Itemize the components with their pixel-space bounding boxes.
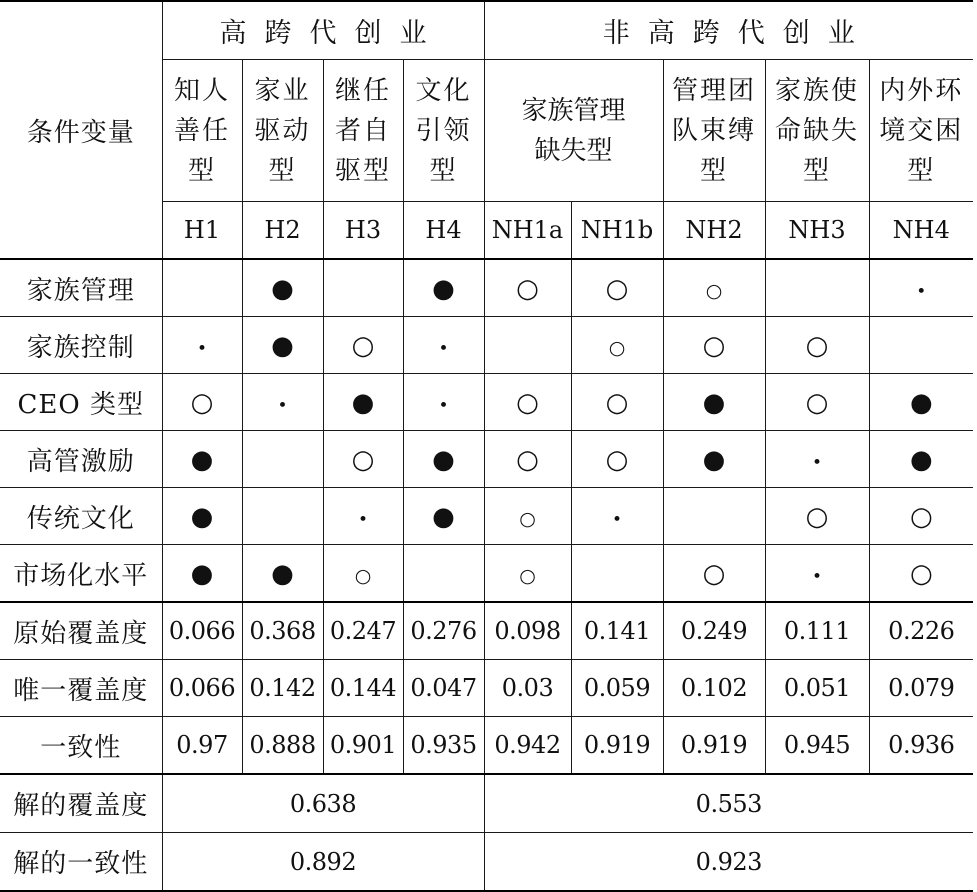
metric-value: 0.051 [765, 660, 869, 717]
condition-row [0, 431, 973, 488]
config-name-line: 继任 [334, 75, 391, 106]
config-code-h3: H3 [323, 202, 403, 260]
metric-row [0, 602, 973, 660]
condition-cell [323, 545, 403, 603]
solution-row [0, 774, 973, 833]
condition-cell [162, 431, 242, 488]
config-name-h3 [323, 60, 403, 202]
core-present-symbol: ● [432, 501, 455, 532]
metric-value: 0.079 [869, 660, 973, 717]
core-absent-symbol: ○ [516, 273, 539, 304]
solution-value-high: 0.892 [162, 833, 484, 892]
metric-label: 原始覆盖度 [0, 602, 162, 660]
peripheral-absent-symbol: ○ [519, 507, 536, 530]
solution-label: 解的覆盖度 [0, 774, 162, 833]
condition-cell [242, 317, 323, 374]
config-code-nh1a: NH1a [484, 202, 571, 260]
core-present-symbol: ● [702, 444, 726, 475]
metric-row [0, 660, 973, 717]
config-name-h1 [162, 60, 242, 202]
peripheral-present-symbol: • [438, 395, 449, 416]
peripheral-absent-symbol: ○ [608, 336, 626, 359]
config-code-h2: H2 [242, 202, 323, 260]
condition-cell [403, 431, 484, 488]
core-absent-symbol: ○ [909, 501, 933, 532]
condition-row [0, 259, 973, 317]
condition-row [0, 374, 973, 431]
condition-cell [765, 374, 869, 431]
core-absent-symbol: ○ [351, 444, 375, 475]
condition-cell [571, 317, 663, 374]
condition-cell [571, 374, 663, 431]
config-name-line: 文化 [415, 75, 472, 106]
condition-cell [869, 317, 973, 374]
config-name-line: 队束缚 [671, 115, 756, 146]
metric-value: 0.936 [869, 717, 973, 775]
condition-row [0, 545, 973, 603]
condition-cell [323, 431, 403, 488]
core-absent-symbol: ○ [605, 273, 629, 304]
metric-value: 0.066 [162, 660, 242, 717]
config-name-line: 家族管理 [521, 95, 626, 126]
config-name-nh2 [663, 60, 765, 202]
condition-cell [869, 374, 973, 431]
config-name-line: 善任 [173, 115, 230, 146]
config-name-line: 命缺失 [774, 115, 859, 146]
condition-cell [484, 317, 571, 374]
core-absent-symbol: ○ [909, 558, 933, 589]
core-present-symbol: ● [909, 387, 933, 418]
config-name-nh1 [484, 60, 663, 202]
condition-cell [869, 488, 973, 545]
condition-cell [162, 374, 242, 431]
condition-cell [869, 259, 973, 317]
condition-cell [571, 545, 663, 603]
metric-value: 0.888 [242, 717, 323, 775]
metric-value: 0.276 [403, 602, 484, 660]
metric-value: 0.098 [484, 602, 571, 660]
condition-cell [663, 317, 765, 374]
metric-value: 0.226 [869, 602, 973, 660]
config-name-line: 型 [187, 155, 216, 186]
condition-label: 市场化水平 [0, 545, 162, 603]
peripheral-present-symbol: • [811, 566, 823, 587]
config-name-line: 者自 [334, 115, 391, 146]
core-present-symbol: ● [271, 330, 294, 361]
core-absent-symbol: ○ [805, 501, 829, 532]
core-present-symbol: ● [190, 558, 214, 589]
metric-label: 唯一覆盖度 [0, 660, 162, 717]
core-present-symbol: ● [190, 501, 214, 532]
condition-label: CEO 类型 [0, 374, 162, 431]
condition-cell [403, 317, 484, 374]
condition-cell [323, 317, 403, 374]
core-present-symbol: ● [190, 444, 214, 475]
config-name-line: 驱动 [254, 115, 311, 146]
metric-value: 0.102 [663, 660, 765, 717]
config-code-nh4: NH4 [869, 202, 973, 260]
metric-value: 0.368 [242, 602, 323, 660]
condition-cell [162, 317, 242, 374]
metric-value: 0.249 [663, 602, 765, 660]
core-absent-symbol: ○ [516, 387, 539, 418]
config-name-line: 型 [907, 155, 936, 186]
corner-header: 条件变量 [0, 1, 162, 259]
core-absent-symbol: ○ [190, 387, 214, 418]
condition-cell [484, 374, 571, 431]
peripheral-absent-symbol: ○ [354, 564, 372, 587]
solution-value-non-high: 0.923 [484, 833, 973, 892]
config-name-line: 家业 [254, 75, 311, 106]
config-code-nh2: NH2 [663, 202, 765, 260]
condition-cell [484, 545, 571, 603]
peripheral-present-symbol: • [357, 509, 369, 530]
condition-row [0, 317, 973, 374]
metric-value: 0.144 [323, 660, 403, 717]
condition-cell [484, 488, 571, 545]
solution-value-non-high: 0.553 [484, 774, 973, 833]
peripheral-present-symbol: • [438, 338, 449, 359]
condition-cell [663, 488, 765, 545]
core-present-symbol: ● [432, 273, 455, 304]
core-absent-symbol: ○ [805, 387, 829, 418]
condition-cell [484, 259, 571, 317]
condition-cell [162, 545, 242, 603]
metric-value: 0.066 [162, 602, 242, 660]
metric-row [0, 717, 973, 775]
core-present-symbol: ● [909, 444, 933, 475]
core-absent-symbol: ○ [805, 330, 829, 361]
condition-label: 传统文化 [0, 488, 162, 545]
condition-cell [323, 374, 403, 431]
peripheral-absent-symbol: ○ [705, 279, 723, 302]
config-code-h4: H4 [403, 202, 484, 260]
core-absent-symbol: ○ [702, 330, 726, 361]
metric-value: 0.141 [571, 602, 663, 660]
condition-cell [242, 431, 323, 488]
condition-label: 高管激励 [0, 431, 162, 488]
condition-cell [162, 259, 242, 317]
peripheral-present-symbol: • [811, 452, 823, 473]
config-code-h1: H1 [162, 202, 242, 260]
condition-cell [869, 431, 973, 488]
metric-value: 0.901 [323, 717, 403, 775]
metric-value: 0.059 [571, 660, 663, 717]
group-header-non-high: 非高跨代创业 [484, 1, 973, 60]
condition-cell [869, 545, 973, 603]
config-name-h4 [403, 60, 484, 202]
condition-cell [571, 488, 663, 545]
condition-cell [765, 259, 869, 317]
core-absent-symbol: ○ [702, 558, 726, 589]
config-name-line: 管理团 [671, 75, 756, 106]
condition-cell [765, 545, 869, 603]
metric-value: 0.03 [484, 660, 571, 717]
condition-cell [403, 488, 484, 545]
metric-value: 0.935 [403, 717, 484, 775]
condition-cell [162, 488, 242, 545]
config-name-line: 家族使 [774, 75, 859, 106]
config-name-line: 型 [268, 155, 297, 186]
core-present-symbol: ● [271, 558, 294, 589]
config-code-nh1b: NH1b [571, 202, 663, 260]
metric-value: 0.047 [403, 660, 484, 717]
condition-cell [323, 259, 403, 317]
condition-cell [242, 259, 323, 317]
condition-label: 家族控制 [0, 317, 162, 374]
core-present-symbol: ● [351, 387, 375, 418]
condition-cell [663, 545, 765, 603]
solution-value-high: 0.638 [162, 774, 484, 833]
peripheral-absent-symbol: ○ [519, 564, 536, 587]
config-name-line: 型 [699, 155, 728, 186]
peripheral-present-symbol: • [277, 395, 288, 416]
config-name-nh3 [765, 60, 869, 202]
solution-row [0, 833, 973, 892]
condition-cell [765, 317, 869, 374]
core-present-symbol: ● [271, 273, 294, 304]
core-absent-symbol: ○ [351, 330, 375, 361]
condition-cell [403, 545, 484, 603]
metric-value: 0.111 [765, 602, 869, 660]
core-absent-symbol: ○ [605, 444, 629, 475]
metric-value: 0.945 [765, 717, 869, 775]
condition-cell [765, 488, 869, 545]
condition-cell [663, 374, 765, 431]
core-absent-symbol: ○ [605, 387, 629, 418]
peripheral-present-symbol: • [611, 509, 623, 530]
condition-cell [571, 259, 663, 317]
config-name-line: 缺失型 [534, 135, 613, 166]
metric-value: 0.142 [242, 660, 323, 717]
config-name-h2 [242, 60, 323, 202]
solution-label: 解的一致性 [0, 833, 162, 892]
condition-cell [242, 488, 323, 545]
condition-row [0, 488, 973, 545]
condition-cell [323, 488, 403, 545]
condition-cell [663, 259, 765, 317]
metric-value: 0.97 [162, 717, 242, 775]
metric-label: 一致性 [0, 717, 162, 775]
metric-value: 0.942 [484, 717, 571, 775]
config-name-line: 驱型 [334, 155, 391, 186]
config-code-nh3: NH3 [765, 202, 869, 260]
metric-value: 0.247 [323, 602, 403, 660]
core-present-symbol: ● [702, 387, 726, 418]
config-name-line: 境交困 [879, 115, 964, 146]
peripheral-present-symbol: • [196, 338, 208, 359]
config-name-line: 型 [429, 155, 458, 186]
condition-cell [403, 259, 484, 317]
core-absent-symbol: ○ [516, 444, 539, 475]
config-name-line: 知人 [173, 75, 230, 106]
config-name-nh4 [869, 60, 973, 202]
condition-cell [242, 374, 323, 431]
condition-cell [484, 431, 571, 488]
config-name-line: 型 [802, 155, 831, 186]
metric-value: 0.919 [571, 717, 663, 775]
condition-cell [663, 431, 765, 488]
config-name-line: 引领 [415, 115, 472, 146]
condition-cell [403, 374, 484, 431]
core-present-symbol: ● [432, 444, 455, 475]
group-header-high: 高跨代创业 [162, 1, 484, 60]
condition-cell [571, 431, 663, 488]
condition-cell [242, 545, 323, 603]
peripheral-present-symbol: • [916, 281, 927, 302]
condition-cell [765, 431, 869, 488]
condition-label: 家族管理 [0, 259, 162, 317]
metric-value: 0.919 [663, 717, 765, 775]
config-name-line: 内外环 [879, 75, 964, 106]
